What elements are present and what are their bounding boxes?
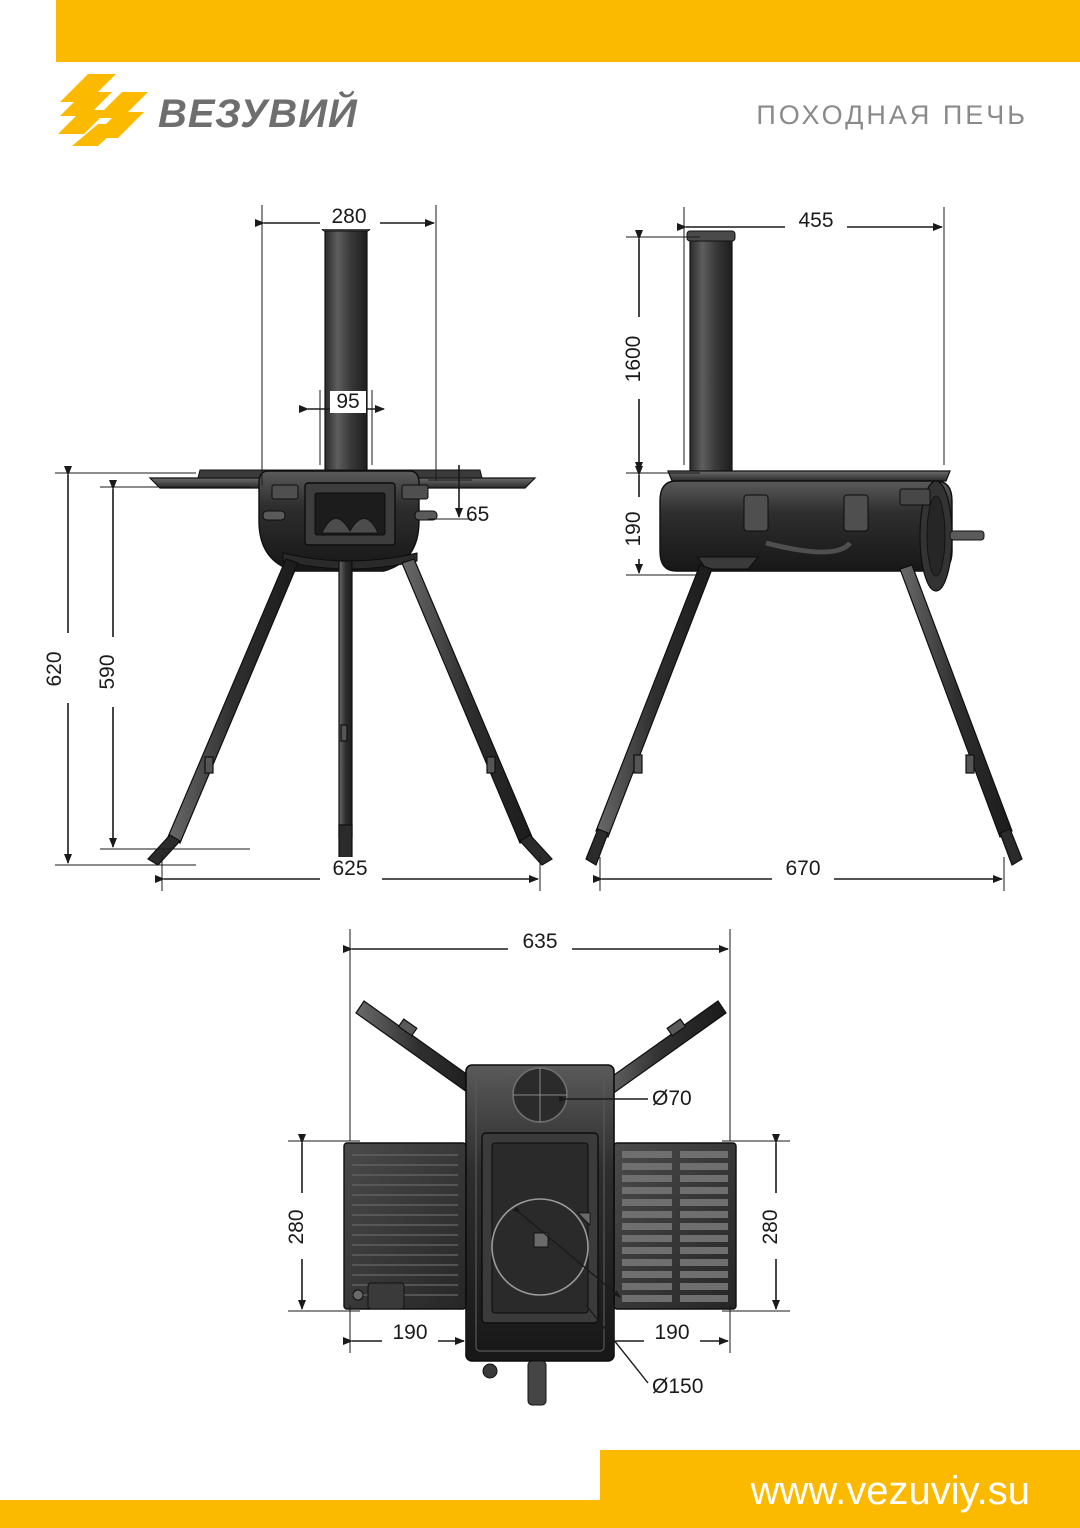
dim-190-left (350, 1305, 466, 1353)
page-header (0, 62, 1080, 162)
dim-label-1600: 1600 (622, 335, 645, 383)
dim-label-455: 455 (798, 209, 834, 232)
view-side (586, 207, 1022, 891)
dim-label-95: 95 (336, 390, 360, 413)
dim-190-right (614, 1305, 730, 1353)
footer-accent-bar (0, 1450, 1080, 1528)
dim-1600 (622, 237, 700, 473)
dim-label-590: 590 (96, 654, 119, 690)
technical-drawing (0, 165, 1080, 1450)
view-top (285, 929, 791, 1405)
vezuviy-flame-logo-icon (52, 72, 152, 162)
dim-label-d150: Ø150 (652, 1375, 704, 1398)
brand-name: ВЕЗУВИЙ (158, 92, 358, 136)
dim-label-625: 625 (332, 857, 368, 880)
dim-label-670: 670 (785, 857, 821, 880)
dim-label-190-right: 190 (654, 1321, 690, 1344)
footer-accent-notch (0, 1450, 600, 1528)
dim-label-65: 65 (466, 503, 490, 526)
view-front (43, 205, 552, 891)
top-accent-bar-notch (0, 0, 56, 62)
website-url[interactable]: www.vezuviy.su (750, 1469, 1030, 1513)
top-accent-bar (0, 0, 1080, 62)
dim-label-280-right: 280 (759, 1209, 782, 1245)
page-title: ПОХОДНАЯ ПЕЧЬ (756, 100, 1028, 130)
dim-590 (96, 487, 250, 849)
dim-625 (162, 855, 540, 891)
footer-accent-stripe (0, 1500, 600, 1528)
drawing-canvas (0, 165, 1080, 1450)
dim-label-620: 620 (43, 651, 66, 687)
dim-670 (600, 857, 1004, 891)
dim-label-280-left: 280 (285, 1209, 308, 1245)
dim-label-280-top: 280 (331, 205, 367, 228)
dim-label-d70: Ø70 (652, 1087, 692, 1110)
dim-label-190-side: 190 (622, 511, 645, 547)
dim-label-635: 635 (522, 930, 558, 953)
dim-label-190-left: 190 (392, 1321, 428, 1344)
